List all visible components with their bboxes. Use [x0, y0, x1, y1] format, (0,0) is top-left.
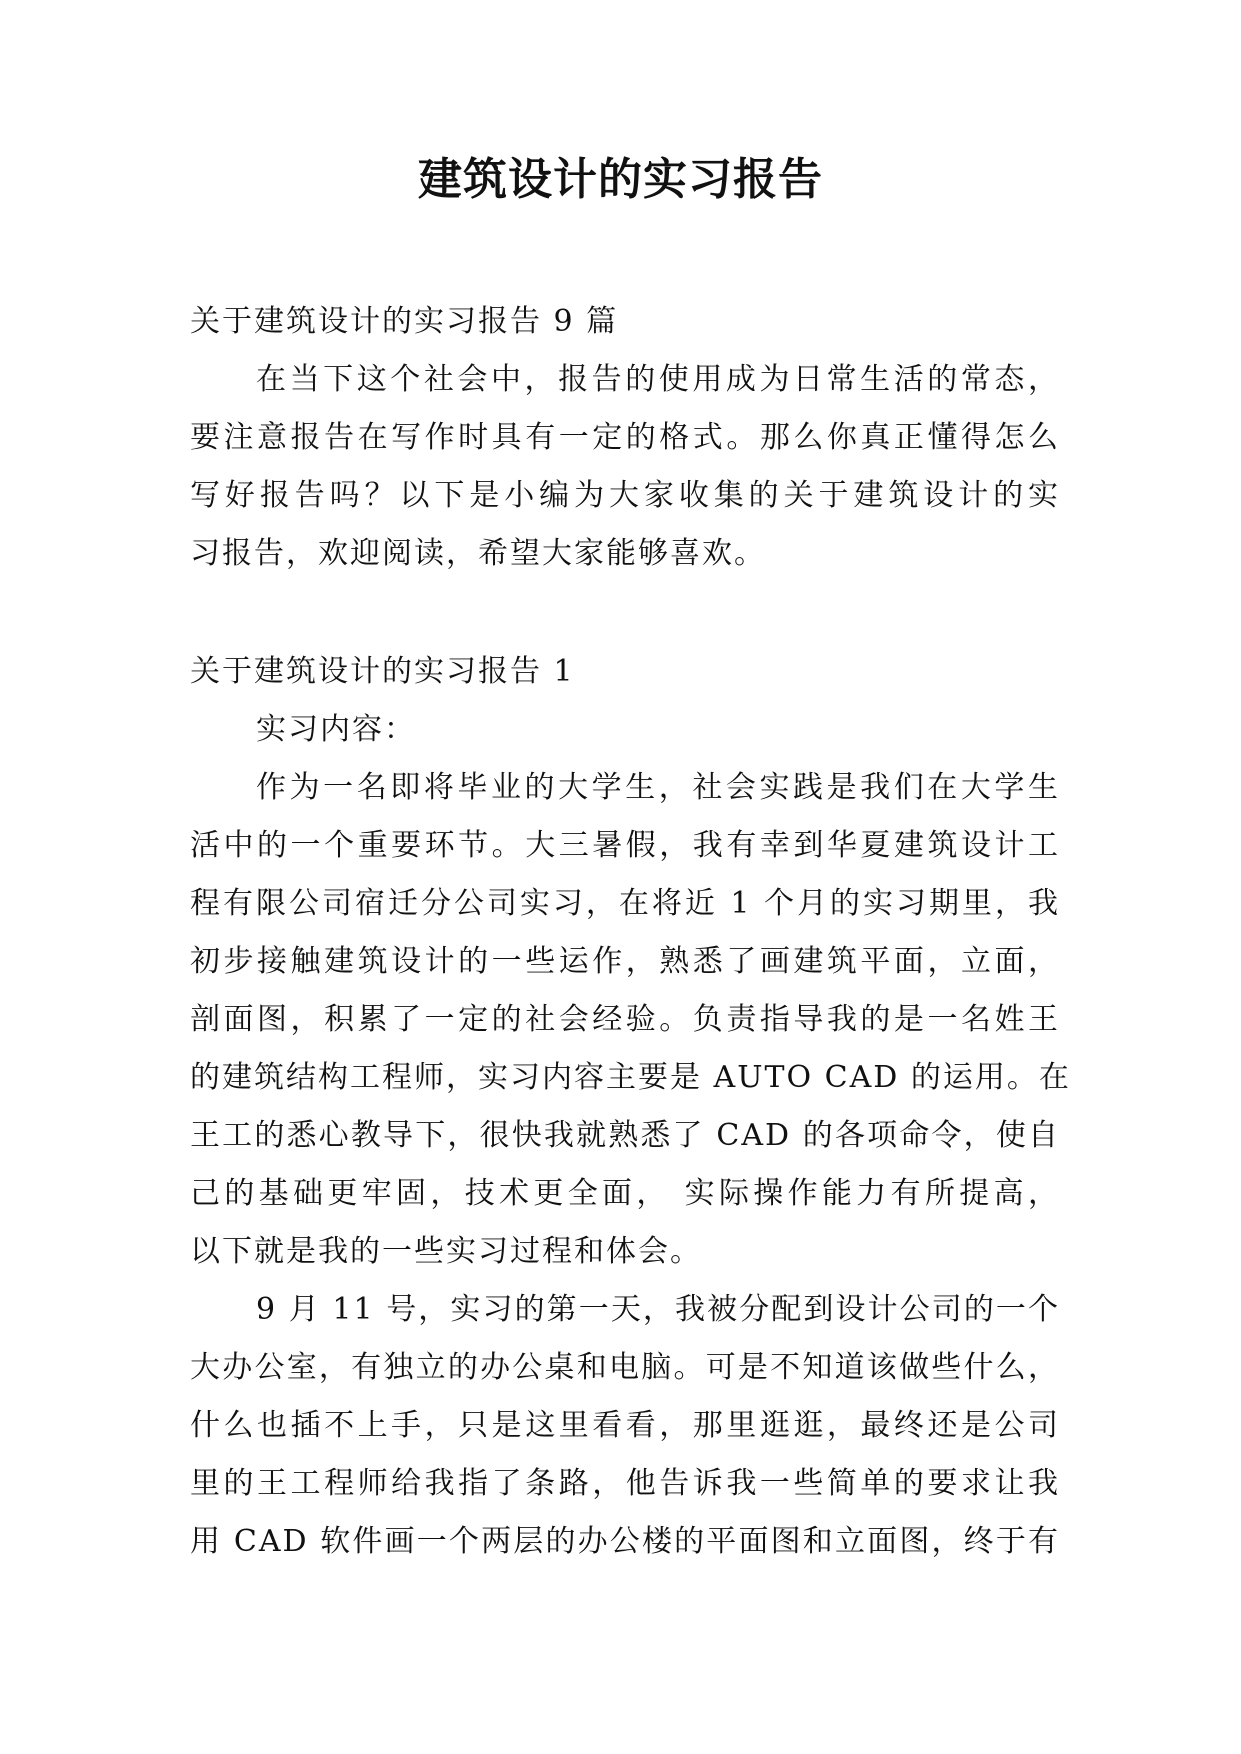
paragraph-line: 初步接触建筑设计的一些运作，熟悉了画建筑平面，立面，	[190, 944, 1060, 979]
subheading: 实习内容：	[256, 712, 416, 747]
paragraph-line: 己的基础更牢固，技术更全面， 实际操作能力有所提高，	[190, 1176, 1060, 1211]
paragraph-line: 习报告，欢迎阅读，希望大家能够喜欢。	[190, 536, 766, 571]
paragraph-line: 9 月 11 号，实习的第一天，我被分配到设计公司的一个	[256, 1292, 1060, 1327]
paragraph-line: 里的王工程师给我指了条路，他告诉我一些简单的要求让我	[190, 1466, 1060, 1501]
paragraph-line: 活中的一个重要环节。大三暑假，我有幸到华夏建筑设计工	[190, 828, 1060, 863]
paragraph-line: 在当下这个社会中，报告的使用成为日常生活的常态，	[256, 362, 1060, 397]
page-title: 建筑设计的实习报告	[418, 154, 823, 205]
intro-heading: 关于建筑设计的实习报告 9 篇	[190, 304, 619, 339]
paragraph-line: 作为一名即将毕业的大学生，社会实践是我们在大学生	[256, 770, 1060, 805]
paragraph-line: 用 CAD 软件画一个两层的办公楼的平面图和立面图，终于有	[190, 1524, 1060, 1559]
paragraph-line: 什么也插不上手，只是这里看看，那里逛逛，最终还是公司	[190, 1408, 1060, 1443]
paragraph-line: 的建筑结构工程师，实习内容主要是 AUTO CAD 的运用。在	[190, 1060, 1071, 1095]
paragraph-line: 大办公室，有独立的办公桌和电脑。可是不知道该做些什么，	[190, 1350, 1060, 1385]
paragraph-line: 写好报告吗？以下是小编为大家收集的关于建筑设计的实	[190, 478, 1060, 513]
paragraph-line: 程有限公司宿迁分公司实习，在将近 1 个月的实习期里，我	[190, 886, 1060, 921]
paragraph-line: 王工的悉心教导下，很快我就熟悉了 CAD 的各项命令，使自	[190, 1118, 1060, 1153]
paragraph-line: 剖面图，积累了一定的社会经验。负责指导我的是一名姓王	[190, 1002, 1060, 1037]
section-gap	[190, 583, 1060, 643]
paragraph-line: 要注意报告在写作时具有一定的格式。那么你真正懂得怎么	[190, 420, 1060, 455]
section-heading: 关于建筑设计的实习报告 1	[190, 654, 575, 689]
paragraph-line: 以下就是我的一些实习过程和体会。	[190, 1234, 702, 1269]
document-body	[190, 293, 1071, 1571]
